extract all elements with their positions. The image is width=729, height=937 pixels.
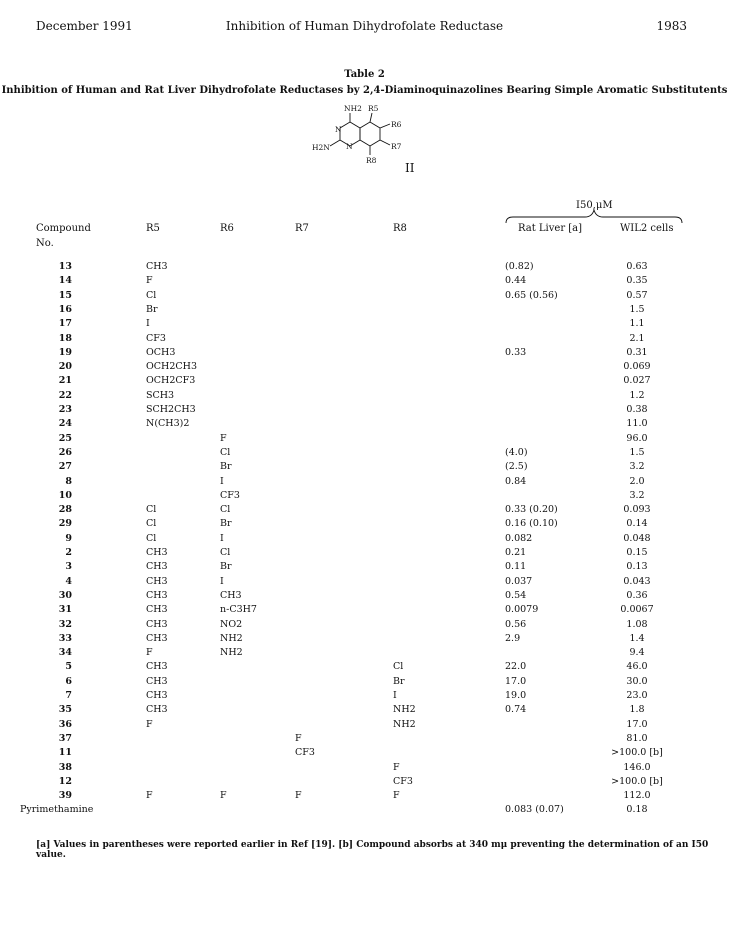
ic50-header: I50,μM <box>576 200 613 211</box>
compound-cell: 16 <box>58 303 72 315</box>
r8-cell: F <box>393 790 400 802</box>
r6-cell: F <box>220 790 227 802</box>
r6-cell: CF3 <box>220 489 240 501</box>
rat-liver-cell: 0.56 <box>505 618 527 630</box>
compound-cell: 9 <box>65 532 72 544</box>
structure-label: II <box>405 161 415 175</box>
rat-liver-cell: (2.5) <box>505 461 528 473</box>
r6-cell: Cl <box>220 504 231 516</box>
wil2-cell: 17.0 <box>626 718 648 730</box>
r5-cell: CH3 <box>146 589 168 601</box>
wil2-cell: 1.08 <box>626 618 648 630</box>
wil2-cell: 0.31 <box>626 346 648 358</box>
table-row <box>0 447 729 461</box>
table-row <box>0 304 729 318</box>
wil2-cell: 1.5 <box>629 303 645 315</box>
r8-cell: NH2 <box>393 718 416 730</box>
compound-cell: 17 <box>58 318 72 330</box>
wil2-cell: 46.0 <box>626 661 648 673</box>
wil2-cell: 0.048 <box>623 532 651 544</box>
rat-liver-cell: (4.0) <box>505 446 528 458</box>
r5-cell: CH3 <box>146 675 168 687</box>
r6-cell: Cl <box>220 446 231 458</box>
r8-cell: NH2 <box>393 704 416 716</box>
table-row <box>0 704 729 718</box>
table-row <box>0 547 729 561</box>
table-row <box>0 261 729 275</box>
wil2-cell: 1.2 <box>629 389 645 401</box>
table-row <box>0 290 729 304</box>
compound-cell: 38 <box>58 761 72 773</box>
running-header-title: Inhibition of Human Dihydrofolate Reductase <box>225 19 504 33</box>
table-row <box>0 361 729 375</box>
n-atom-3: N <box>346 142 353 151</box>
compound-cell: 15 <box>58 289 72 301</box>
compound-no-header: No. <box>36 238 54 249</box>
compound-cell: 5 <box>65 661 72 673</box>
footnote: [a] Values in parentheses were reported earlier in Ref [19]. [b] Compound absorbs at 340 mμ preventing the determination of an I50 value. <box>36 840 709 860</box>
r5-cell: CF3 <box>146 332 166 344</box>
r6-cell: F <box>220 432 227 444</box>
wil2-cell: 81.0 <box>626 732 648 744</box>
wil2-cell: 1.1 <box>629 318 645 330</box>
wil2-cell: 1.4 <box>629 632 645 644</box>
r7-cell: F <box>295 732 302 744</box>
table-caption: Inhibition of Human and Rat Liver Dihydrofolate Reductases by 2,4-Diaminoquinazolines Bearing Simple Aromatic Substitutents <box>1 85 728 96</box>
rat-liver-cell: 0.082 <box>505 532 533 544</box>
r5-cell: OCH2CH3 <box>146 361 197 373</box>
table-row <box>0 633 729 647</box>
table-row <box>0 719 729 733</box>
r6-cell: I <box>220 475 224 487</box>
compound-cell: 23 <box>58 404 72 415</box>
r6-cell: Br <box>220 561 232 573</box>
rat-liver-cell: 2.9 <box>505 632 521 644</box>
compound-cell: 26 <box>58 446 72 458</box>
r6-cell: NH2 <box>220 647 243 659</box>
rat-liver-cell: 0.74 <box>505 704 527 716</box>
compound-cell: 34 <box>58 647 72 659</box>
r6-atom: R6 <box>391 120 402 129</box>
r6-cell: n-C3H7 <box>220 604 257 616</box>
compound-cell: 29 <box>58 518 72 530</box>
r5-cell: CH3 <box>146 261 168 272</box>
r5-cell: CH3 <box>146 704 168 716</box>
r8-cell: F <box>393 761 400 773</box>
r6-cell: NH2 <box>220 632 243 644</box>
table-row <box>0 604 729 618</box>
wil2-cell: 0.069 <box>623 361 651 373</box>
rat-liver-cell: 0.84 <box>505 475 527 487</box>
r6-cell: Br <box>220 518 232 530</box>
wil2-header: WIL2 cells <box>620 223 674 234</box>
compound-cell: 12 <box>58 775 72 787</box>
wil2-cell: 23.0 <box>626 690 648 701</box>
quinazoline-structure <box>300 100 430 180</box>
table-row <box>0 418 729 432</box>
wil2-cell: 0.13 <box>626 561 648 573</box>
wil2-cell: >100.0 [b] <box>611 747 663 759</box>
wil2-cell: 146.0 <box>623 761 651 773</box>
compound-cell: 28 <box>58 504 72 516</box>
compound-cell: 19 <box>58 346 72 358</box>
h2n-atom: H2N <box>312 143 330 152</box>
compound-cell: 27 <box>58 461 72 473</box>
r5-cell: Cl <box>146 289 157 301</box>
r5-cell: CH3 <box>146 661 168 673</box>
table-row <box>0 490 729 504</box>
page-number: 1983 <box>656 19 687 33</box>
wil2-cell: 0.18 <box>626 804 648 816</box>
r5-cell: Cl <box>146 532 157 544</box>
compound-cell: 8 <box>65 475 72 487</box>
r5-cell: CH3 <box>146 575 168 587</box>
wil2-cell: 1.8 <box>629 704 645 716</box>
wil2-cell: 0.027 <box>623 375 651 387</box>
table-row <box>0 404 729 418</box>
table-row <box>0 347 729 361</box>
running-header-date: December 1991 <box>36 19 133 33</box>
table-row <box>0 375 729 389</box>
table-row <box>0 561 729 575</box>
r5-cell: F <box>146 718 153 730</box>
r5-cell: OCH2CF3 <box>146 375 196 387</box>
table-row <box>0 333 729 347</box>
r5-cell: CH3 <box>146 618 168 630</box>
table-row <box>0 461 729 475</box>
table-row <box>0 790 729 804</box>
compound-cell: 37 <box>58 732 72 744</box>
table-row <box>0 433 729 447</box>
wil2-cell: 3.2 <box>629 461 645 473</box>
rat-liver-cell: 0.16 (0.10) <box>505 518 558 530</box>
r6-header: R6 <box>220 223 234 234</box>
r8-cell: CF3 <box>393 775 413 787</box>
r6-cell: I <box>220 575 224 587</box>
table-row <box>0 747 729 761</box>
r5-cell: CH3 <box>146 690 168 701</box>
rat-liver-cell: 0.11 <box>505 561 527 573</box>
r7-cell: F <box>295 790 302 802</box>
wil2-cell: 0.043 <box>623 575 651 587</box>
r5-cell: F <box>146 275 153 287</box>
nh2-atom: NH2 <box>344 104 362 113</box>
r8-cell: Cl <box>393 661 404 673</box>
compound-cell: 35 <box>58 704 72 716</box>
n-atom-1: N <box>335 125 342 134</box>
rat-liver-cell: 0.037 <box>505 575 533 587</box>
wil2-cell: 11.0 <box>626 418 648 430</box>
table-title: Table 2 <box>344 69 385 80</box>
wil2-cell: 2.1 <box>629 332 645 344</box>
compound-cell: 14 <box>58 275 72 287</box>
r5-cell: SCH2CH3 <box>146 404 196 415</box>
r5-cell: OCH3 <box>146 346 176 358</box>
r6-cell: NO2 <box>220 618 243 630</box>
wil2-cell: 0.36 <box>626 589 648 601</box>
compound-cell: 2 <box>65 547 72 558</box>
table-row <box>0 576 729 590</box>
rat-liver-cell: 0.54 <box>505 589 527 601</box>
rat-liver-cell: 22.0 <box>505 661 527 673</box>
r5-cell: CH3 <box>146 547 168 558</box>
table-row <box>0 776 729 790</box>
rat-liver-cell: 0.44 <box>505 275 527 287</box>
r7-header: R7 <box>295 223 309 234</box>
table-row <box>0 733 729 747</box>
r5-cell: CH3 <box>146 604 168 616</box>
compound-cell: 36 <box>58 718 72 730</box>
table-row <box>0 275 729 289</box>
table-row <box>0 390 729 404</box>
r6-cell: Br <box>220 461 232 473</box>
wil2-cell: 0.15 <box>626 547 648 558</box>
r5-cell: SCH3 <box>146 389 175 401</box>
wil2-cell: 9.4 <box>629 647 645 659</box>
r5-cell: CH3 <box>146 561 168 573</box>
r8-cell: Br <box>393 675 405 687</box>
r8-header: R8 <box>393 223 407 234</box>
table-row <box>0 476 729 490</box>
r5-cell: N(CH3)2 <box>146 418 190 430</box>
wil2-cell: 0.0067 <box>620 604 654 616</box>
rat-liver-header: Rat Liver [a] <box>518 223 583 234</box>
rat-liver-cell: 19.0 <box>505 690 527 701</box>
r5-cell: Cl <box>146 518 157 530</box>
compound-cell: 31 <box>58 604 72 616</box>
compound-cell: 4 <box>65 575 72 587</box>
wil2-cell: 0.63 <box>626 261 648 272</box>
wil2-cell: 1.5 <box>629 446 645 458</box>
compound-cell: 33 <box>58 632 72 644</box>
table-row <box>0 533 729 547</box>
rat-liver-cell: (0.82) <box>505 261 534 272</box>
wil2-cell: 0.35 <box>626 275 648 287</box>
table-row <box>0 590 729 604</box>
wil2-cell: 112.0 <box>623 790 651 802</box>
r5-atom: R5 <box>368 104 379 113</box>
table-row <box>0 762 729 776</box>
wil2-cell: 3.2 <box>629 489 645 501</box>
r6-cell: Cl <box>220 547 231 558</box>
compound-cell: 11 <box>58 747 72 759</box>
table-row <box>0 661 729 675</box>
r6-cell: I <box>220 532 224 544</box>
r5-cell: F <box>146 790 153 802</box>
compound-cell: 22 <box>58 389 72 401</box>
compound-cell: 13 <box>58 261 72 272</box>
r6-cell: CH3 <box>220 589 242 601</box>
r8-atom: R8 <box>366 156 377 165</box>
rat-liver-cell: 17.0 <box>505 675 527 687</box>
wil2-cell: 96.0 <box>626 432 648 444</box>
compound-cell: 30 <box>58 589 72 601</box>
compound-cell: 25 <box>58 432 72 444</box>
compound-cell: 7 <box>65 690 72 701</box>
compound-header: Compound <box>36 223 91 234</box>
r5-cell: Br <box>146 303 158 315</box>
rat-liver-cell: 0.21 <box>505 547 527 558</box>
table-row <box>0 804 729 818</box>
table-row <box>0 518 729 532</box>
compound-cell: 6 <box>65 675 72 687</box>
wil2-cell: 0.57 <box>626 289 648 301</box>
compound-cell: 24 <box>58 418 72 430</box>
r8-cell: I <box>393 690 397 701</box>
table-row <box>0 676 729 690</box>
wil2-cell: 30.0 <box>626 675 648 687</box>
table-row <box>0 619 729 633</box>
wil2-cell: 0.14 <box>626 518 648 530</box>
rat-liver-cell: 0.0079 <box>505 604 539 616</box>
wil2-cell: 0.38 <box>626 404 648 415</box>
compound-cell: Pyrimethamine <box>20 804 94 816</box>
rat-liver-cell: 0.083 (0.07) <box>505 804 564 816</box>
r5-cell: CH3 <box>146 632 168 644</box>
rat-liver-cell: 0.33 <box>505 346 527 358</box>
wil2-cell: >100.0 [b] <box>611 775 663 787</box>
compound-cell: 32 <box>58 618 72 630</box>
r5-cell: I <box>146 318 150 330</box>
rat-liver-cell: 0.65 (0.56) <box>505 289 558 301</box>
r7-atom: R7 <box>391 142 402 151</box>
wil2-cell: 2.0 <box>629 475 645 487</box>
r7-cell: CF3 <box>295 747 315 759</box>
table-row <box>0 318 729 332</box>
table-row <box>0 647 729 661</box>
r5-header: R5 <box>146 223 160 234</box>
compound-cell: 21 <box>58 375 72 387</box>
compound-cell: 3 <box>65 561 72 573</box>
compound-cell: 18 <box>58 332 72 344</box>
r5-cell: F <box>146 647 153 659</box>
compound-cell: 39 <box>58 790 72 802</box>
compound-cell: 10 <box>58 489 72 501</box>
r5-cell: Cl <box>146 504 157 516</box>
wil2-cell: 0.093 <box>623 504 651 516</box>
table-row <box>0 690 729 704</box>
rat-liver-cell: 0.33 (0.20) <box>505 504 558 516</box>
compound-cell: 20 <box>58 361 72 373</box>
table-row <box>0 504 729 518</box>
